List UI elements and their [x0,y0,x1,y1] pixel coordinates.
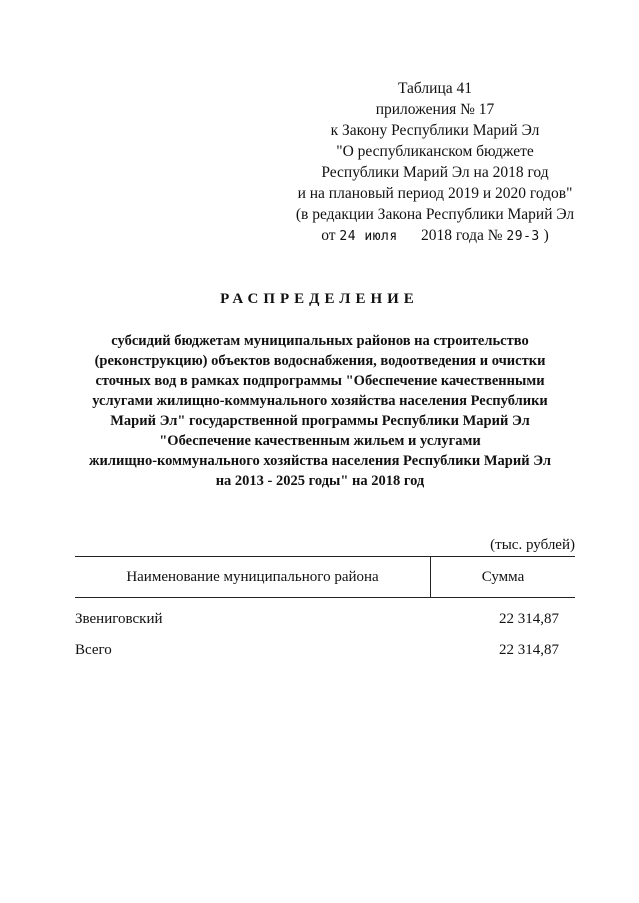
table-header [75,556,575,598]
subtitle-line: услугами жилищно-коммунального хозяйства населения Республики [92,393,548,409]
header-date-middle: 2018 года № [420,227,503,244]
sum-cell: 22 314,87 [499,611,559,627]
document-subtitle [70,331,570,491]
header-line: к Закону Республики Марий Эл [330,122,540,139]
units-label: (тыс. рублей) [490,537,575,553]
column-header-district: Наименование муниципального района [75,557,431,597]
subtitle-line: (реконструкцию) объектов водоснабжения, водоотведения и очистки [94,353,546,369]
subtitle-line: жилищно-коммунального хозяйства населения Республики Марий Эл [88,453,551,469]
subtitle-line: сточных вод в рамках подпрограммы "Обеспечение качественными [95,373,545,389]
subtitle-line: на 2013 - 2025 годы" на 2018 год [215,473,425,489]
district-name-cell: Звениговский [75,611,163,627]
table-row [75,604,575,635]
header-date-suffix: ) [543,227,549,244]
table-row-total [75,635,575,666]
header-law-number: 29-З [506,229,540,244]
header-line: и на плановый период 2019 и 2020 годов" [297,185,573,202]
header-line-date [290,225,580,247]
appendix-header [290,78,580,247]
header-date-value: 24 июля [339,229,398,244]
total-label-cell: Всего [75,642,112,658]
distribution-table [75,556,575,666]
document-title: РАСПРЕДЕЛЕНИЕ [220,291,419,307]
header-line: (в редакции Закона Республики Марий Эл [295,206,575,223]
header-line: приложения № 17 [375,101,495,118]
total-sum-cell: 22 314,87 [499,642,559,658]
header-line: "О республиканском бюджете [336,143,534,160]
column-header-sum: Сумма [481,568,525,585]
subtitle-line: Марий Эл" государственной программы Республики Марий Эл [110,413,530,429]
header-line: Республики Марий Эл на 2018 год [321,164,549,181]
subtitle-line: субсидий бюджетам муниципальных районов на строительство [111,333,529,349]
header-date-prefix: от [321,227,336,244]
header-line: Таблица 41 [397,80,473,97]
subtitle-line: "Обеспечение качественным жильем и услугами [159,433,481,449]
